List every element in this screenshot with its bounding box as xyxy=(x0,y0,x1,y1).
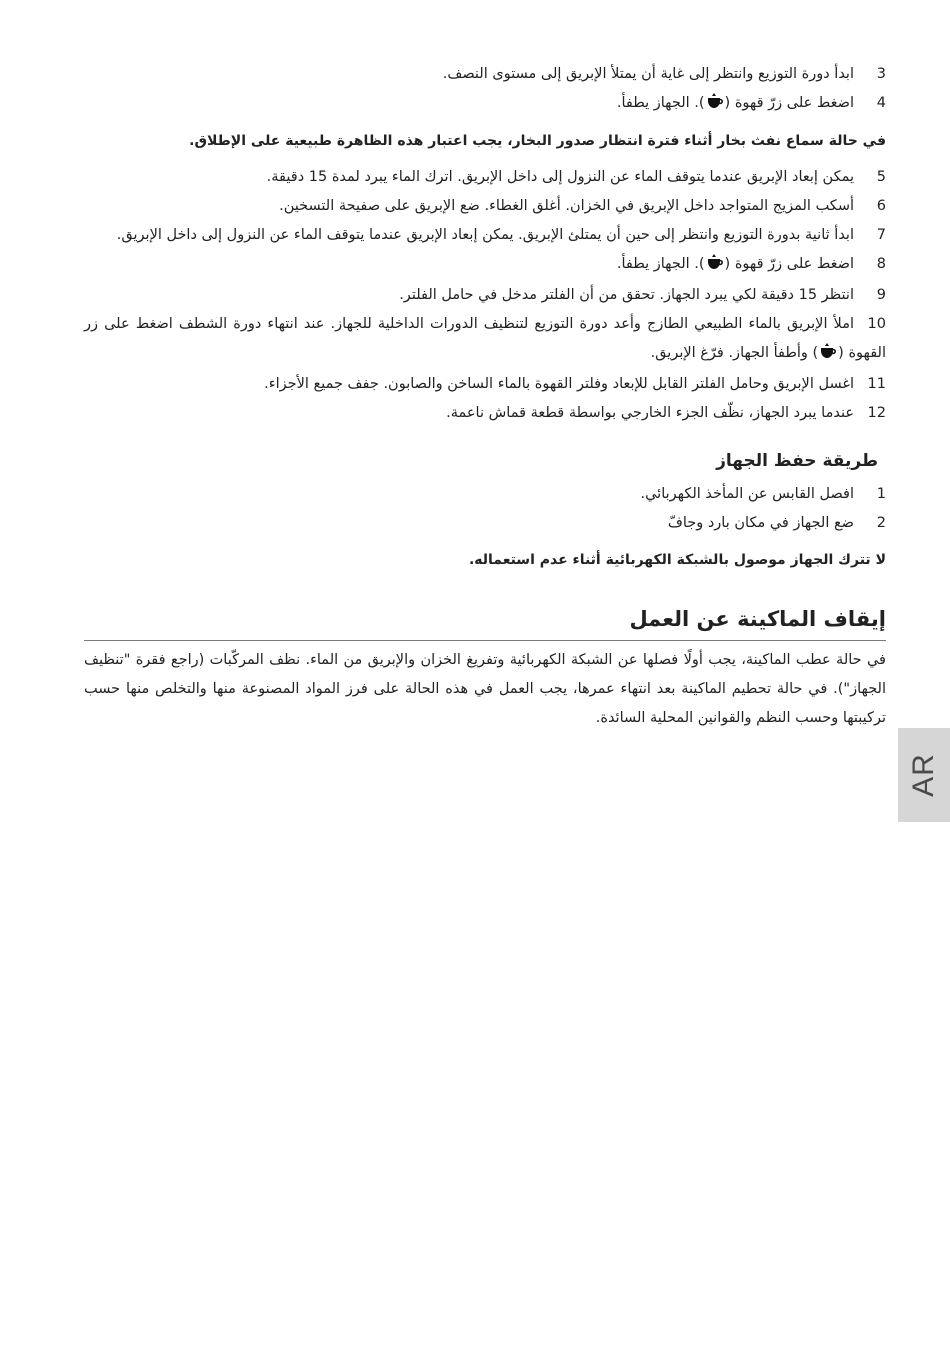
step-number: 3 xyxy=(876,66,886,82)
steam-note: في حالة سماع نفث بخار أثناء فترة انتظار صدور البخار، يجب اعتبار هذه الظاهرة طبيعية على الإطلاق. xyxy=(189,133,886,149)
step-6 xyxy=(84,192,886,221)
step-number: 2 xyxy=(876,515,886,531)
step-4 xyxy=(84,89,886,120)
step-3 xyxy=(84,60,886,89)
step-text: ضع الجهاز في مكان بارد وجافّ xyxy=(667,515,854,531)
storage-step-1 xyxy=(84,480,886,509)
step-number: 12 xyxy=(867,405,886,421)
step-number: 10 xyxy=(867,316,886,332)
step-number: 8 xyxy=(876,256,886,272)
language-tab-label: AR xyxy=(907,753,940,797)
step-text: عندما يبرد الجهاز، نظّف الجزء الخارجي بواسطة قطعة قماش ناعمة. xyxy=(446,405,854,421)
manual-page xyxy=(84,60,886,733)
disposal-section-title: إيقاف الماكينة عن العمل xyxy=(84,604,886,641)
step-number: 7 xyxy=(876,227,886,243)
step-text: ابدأ دورة التوزيع وانتظر إلى غاية أن يمتلأ الإبريق إلى مستوى النصف. xyxy=(442,66,854,82)
step-text: املأ الإبريق بالماء الطبيعي الطازج وأعد دورة التوزيع لتنظيف الدورات الداخلية للجهاز. عند انتهاء دورة الشطف اضغط على زر القهوة () وأطفأ الجهاز. فرّغ الإبريق. xyxy=(84,310,886,370)
step-number: 6 xyxy=(876,198,886,214)
step-number: 1 xyxy=(876,486,886,502)
coffee-cup-icon xyxy=(819,341,837,370)
step-text: افصل القابس عن المأخذ الكهربائي. xyxy=(640,486,854,502)
step-number: 11 xyxy=(867,376,886,392)
disposal-paragraph: في حالة عطب الماكينة، يجب أولًا فصلها عن الشبكة الكهربائية وتفريغ الخزان والإبريق من الماء. نظف المركّبات (راجع فقرة "تنظيف الجهاز"). في حالة تحطيم الماكينة بعد انتهاء عمرها، يجب العمل في هذه الحالة على فرز المواد المصنوعة منها والتخلص منها حسب تركيبتها وحسب النظم والقوانين المحلية السائدة. xyxy=(84,652,886,726)
step-number: 4 xyxy=(876,95,886,111)
step-number: 5 xyxy=(876,169,886,185)
step-text: انتظر 15 دقيقة لكي يبرد الجهاز. تحقق من أن الفلتر مدخل في حامل الفلتر. xyxy=(399,287,854,303)
step-text: اضغط على زرّ قهوة (). الجهاز يطفأ. xyxy=(84,250,854,281)
step-10 xyxy=(84,310,886,370)
step-12 xyxy=(84,399,886,428)
step-8 xyxy=(84,250,886,281)
step-9 xyxy=(84,281,886,310)
step-text: أسكب المزيج المتواجد داخل الإبريق في الخزان. أغلق الغطاء. ضع الإبريق على صفيحة التسخين. xyxy=(279,198,854,214)
step-5 xyxy=(84,163,886,192)
language-tab xyxy=(898,728,950,822)
step-number: 9 xyxy=(876,287,886,303)
storage-warning: لا تترك الجهاز موصول بالشبكة الكهربائية أثناء عدم استعماله. xyxy=(468,552,886,568)
storage-heading: طريقة حفظ الجهاز xyxy=(716,451,878,471)
step-text: يمكن إبعاد الإبريق عندما يتوقف الماء عن النزول إلى داخل الإبريق. اترك الماء يبرد لمدة 15 دقيقة. xyxy=(266,169,854,185)
storage-step-2 xyxy=(84,509,886,538)
step-text: ابدأ ثانية بدورة التوزيع وانتظر إلى حين أن يمتلئ الإبريق. يمكن إبعاد الإبريق عندما يتوقف الماء عن النزول إلى داخل الإبريق. xyxy=(116,227,854,243)
step-11 xyxy=(84,370,886,399)
step-7 xyxy=(84,221,886,250)
step-text: اغسل الإبريق وحامل الفلتر القابل للإبعاد وفلتر القهوة بالماء الساخن والصابون. جفف جميع الأجزاء. xyxy=(264,376,854,392)
coffee-cup-icon xyxy=(706,252,724,281)
coffee-cup-icon xyxy=(706,91,724,120)
step-text: اضغط على زرّ قهوة (). الجهاز يطفأ. xyxy=(84,89,854,120)
